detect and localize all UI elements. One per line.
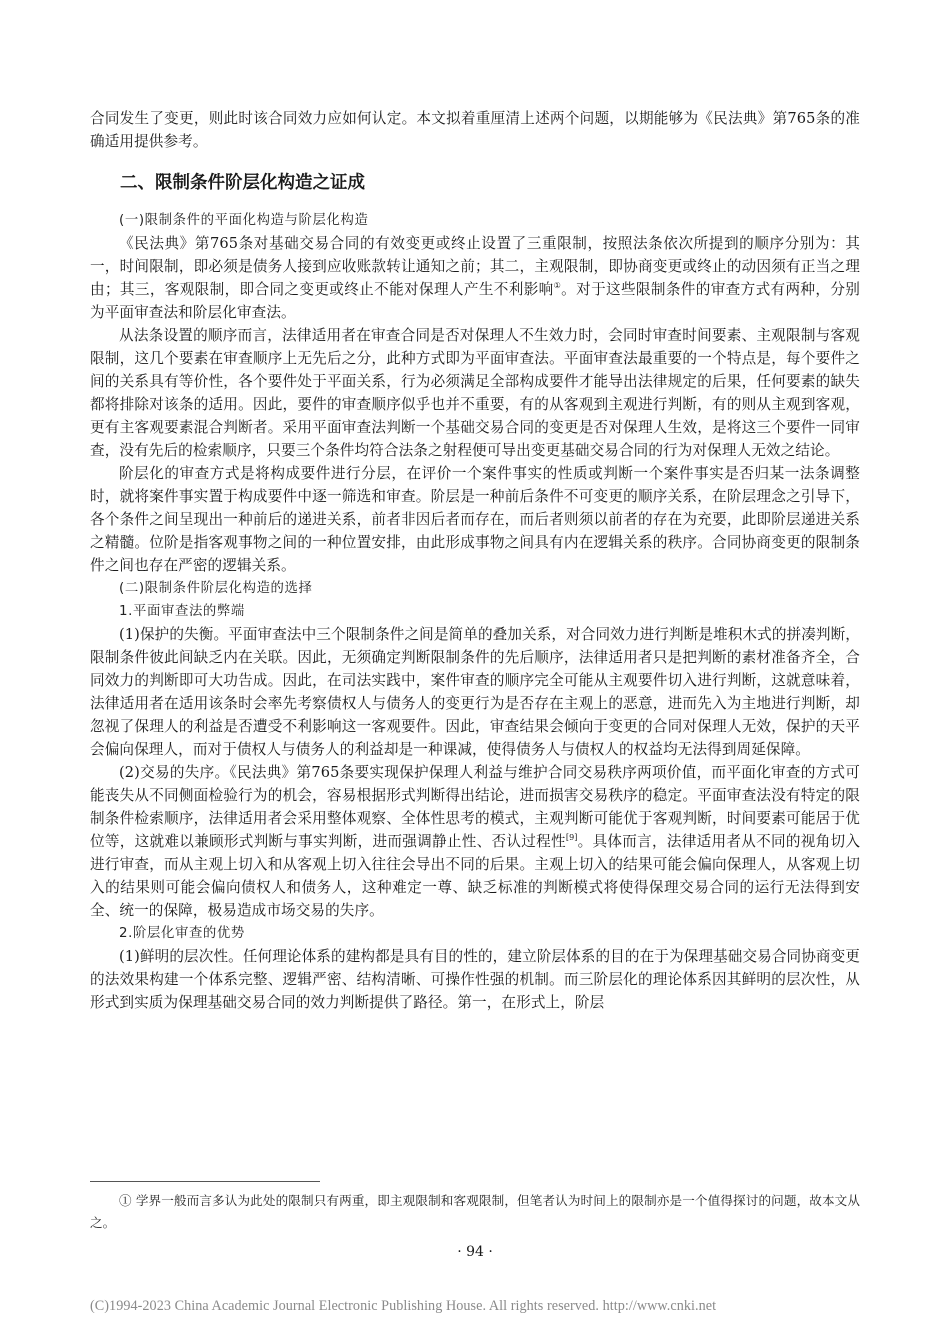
subsection-heading-2: (二)限制条件阶层化构造的选择 [119,581,313,596]
subsection-heading-1: (一)限制条件的平面化构造与阶层化构造 [119,213,369,228]
copyright-line: (C)1994-2023 China Academic Journal Electronic Publishing House. All rights reserved. http://www.cnki.net [90,1298,717,1314]
paragraph: (1)保护的失衡。平面审查法中三个限制条件之间是简单的叠加关系，对合同效力进行判断是堆积木式的拼凑判断，限制条件彼此间缺乏内在关联。因此，无须确定判断限制条件的先后顺序，法律适用者只是把判断的素材准备齐全，合同效力的判断即可大功告成。因此，在司法实践中，案件审查的顺序完全可能从主观要件切入进行判断，这就意味着，法律适用者在适用该条时会率先考察债权人与债务人的变更行为是否存在主观上的恶意，进而先入为主地进行判断，却忽视了保理人的利益是否遭受不利影响这一客观要件。因此，审查结果会倾向于变更的合同对保理人无效，保护的天平会偏向保理人，而对于债权人与债务人的利益却是一种课减，使得债务人与债权人的权益均无法得到周延保障。 [90,626,860,758]
paragraph-text: (2)交易的失序。《民法典》第765条要实现保护保理人利益与维护合同交易秩序两项价值，而平面化审查的方式可能丧失从不同侧面检验行为的机会，容易根据形式判断得出结论，进而损害交易秩序的稳定。平面审查法没有特定的限制条件检索顺序，法律适用者会采用整体观察、全体性思考的模式，主观判断可能优于客观判断，时间要素可能居于优位等，这就难以兼顾形式判断与事实判断，进而强调静止性、否认过程性 [90,764,860,850]
citation-marker: [9] [565,833,578,843]
footnote-marker: ① [553,281,562,291]
paragraph: 阶层化的审查方式是将构成要件进行分层，在评价一个案件事实的性质或判断一个案件事实是否归某一法条调整时，就将案件事实置于构成要件中逐一筛选和审查。阶层是一种前后条件不可变更的顺序关系，在阶层理念之引导下，各个条件之间呈现出一种前后的递进关系，前者非因后者而存在，而后者则须以前者的存在为充要，此即阶层递进关系之精髓。位阶是指客观事物之间的一种位置安排，由此形成事物之间具有内在逻辑关系的秩序。合同协商变更的限制条件之间也存在严密的逻辑关系。 [90,465,860,574]
paragraph: 从法条设置的顺序而言，法律适用者在审查合同是否对保理人不生效力时，会同时审查时间要素、主观限制与客观限制，这几个要素在审查顺序上无先后之分，此种方式即为平面审查法。平面审查法最重要的一个特点是，每个要件之间的关系具有等价性，各个要件处于平面关系，行为必须满足全部构成要件才能导出法律规定的后果，任何要素的缺失都将排除对该条的适用。因此，要件的审查顺序似乎也并不重要，有的从客观到主观进行判断，有的则从主观到客观，更有主客观要素混合判断者。采用平面审查法判断一个基础交易合同的变更是否对保理人生效，是将这三个要件一同审查，没有先后的检索顺序，只要三个条件均符合法条之射程便可导出变更基础交易合同的行为对保理人无效之结论。 [90,327,860,459]
section-title: 二、限制条件阶层化构造之证成 [120,173,365,193]
intro-paragraph: 合同发生了变更，则此时该合同效力应如何认定。本文拟着重厘清上述两个问题，以期能够为《民法典》第765条的准确适用提供参考。 [90,110,860,150]
paragraph-text: 。对于这些限制条件的审查方式有两种，分别为平面审查法和阶层化审查法。 [90,281,860,321]
page-number: · 94 · [457,1244,493,1260]
paragraph [90,761,860,922]
item-heading-2: 2.阶层化审查的优势 [119,926,245,941]
footnote: ① 学界一般而言多认为此处的限制只有两重，即主观限制和客观限制，但笔者认为时间上的限制亦是一个值得探讨的问题，故本文从之。 [90,1193,860,1230]
paragraph [90,232,860,324]
footnote-divider [90,1181,320,1182]
paragraph: (1)鲜明的层次性。任何理论体系的建构都是具有目的性的，建立阶层体系的目的在于为保理基础交易合同协商变更的法效果构建一个体系完整、逻辑严密、结构清晰、可操作性强的机制。而三阶层化的理论体系因其鲜明的层次性，从形式到实质为保理基础交易合同的效力判断提供了路径。第一，在形式上，阶层 [90,948,860,1011]
paragraph-text: 《民法典》第765条对基础交易合同的有效变更或终止设置了三重限制，按照法条依次所提到的顺序分别为：其一，时间限制，即必须是债务人接到应收账款转让通知之前；其二，主观限制，即协商变更或终止的动因须有正当之理由；其三，客观限制，即合同之变更或终止不能对保理人产生不利影响 [90,235,860,298]
paragraph-text: 。具体而言，法律适用者从不同的视角切入进行审查，而从主观上切入和从客观上切入往往会导出不同的后果。主观上切入的结果可能会偏向保理人，从客观上切入的结果则可能会偏向债权人和债务人，这种难定一尊、缺乏标准的判断模式将使得保理交易合同的运行无法得到安全、统一的保障，极易造成市场交易的失序。 [90,833,861,919]
body-text [90,107,860,1014]
item-heading-1: 1.平面审查法的弊端 [119,604,245,619]
